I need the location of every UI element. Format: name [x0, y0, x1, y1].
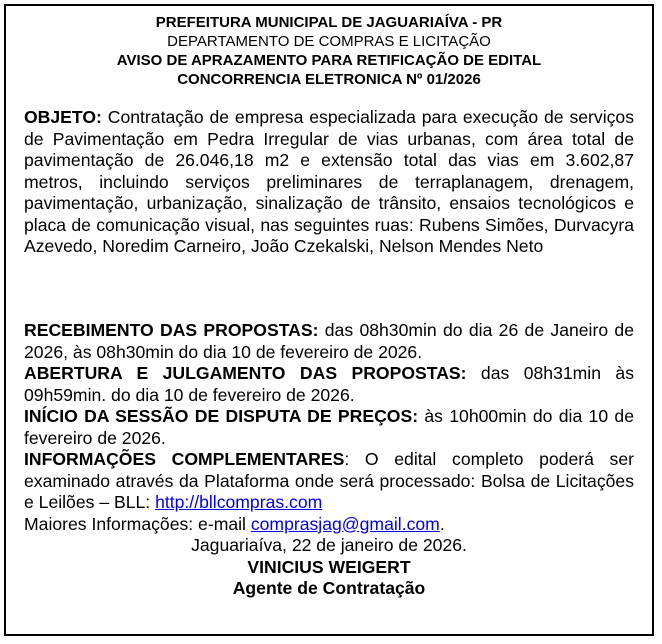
- informacoes-paragraph: [24, 449, 634, 514]
- abertura-text: das 08h31min às 09h59min. do dia 10 de fevereiro de 2026.: [24, 363, 634, 405]
- abertura-label: ABERTURA E JULGAMENTO DAS PROPOSTAS:: [24, 363, 467, 383]
- contact-paragraph: [24, 514, 634, 536]
- schedule-section: [24, 320, 634, 600]
- recebimento-label: RECEBIMENTO DAS PROPOSTAS:: [24, 320, 319, 340]
- objeto-label: OBJETO:: [24, 107, 102, 127]
- notice-title: AVISO DE APRAZAMENTO PARA RETIFICAÇÃO DE EDITAL: [116, 52, 542, 69]
- bll-link[interactable]: http://bllcompras.com: [155, 492, 323, 512]
- abertura-paragraph: [24, 363, 634, 406]
- objeto-paragraph: [24, 107, 634, 258]
- signatory-role: Agente de Contratação: [232, 578, 426, 598]
- recebimento-text: das 08h30min do dia 26 de Janeiro de 2026, às 08h30min do dia 10 de fevereiro de 2026.: [24, 320, 634, 362]
- tender-number: CONCORRENCIA ELETRONICA Nº 01/2026: [177, 71, 481, 88]
- place-date: Jaguariaíva, 22 de janeiro de 2026.: [191, 535, 467, 555]
- email-link[interactable]: comprasjag@gmail.com: [250, 513, 440, 534]
- informacoes-text: : O edital completo poderá ser examinado através da Plataforma onde será processado: Bolsa de Licitações e Leilões – BLL:: [24, 449, 634, 512]
- municipality-title: PREFEITURA MUNICIPAL DE JAGUARIAÍVA - PR: [155, 14, 503, 31]
- inicio-text: às 10h00min do dia 10 de fevereiro de 2026.: [24, 406, 635, 448]
- inicio-label: INÍCIO DA SESSÃO DE DISPUTA DE PREÇOS:: [24, 406, 419, 426]
- department-title: DEPARTAMENTO DE COMPRAS E LICITAÇÃO: [167, 33, 491, 50]
- signatory-name: VINICIUS WEIGERT: [247, 556, 411, 577]
- objeto-text: Contratação de empresa especializada para execução de serviços de Pavimentação em Pedra Irregular de vias urbanas, com área total de pavimentação de 26.046,18 m2 e extensão total das vias em 3.602,87 metros, incluindo serviços preliminares de terraplanagem, drenagem, pavimentação, urbanização, sinalização de trânsito, ensaios tecnológicos e placa de comunicação visual, nas seguintes ruas: Rubens Simões, Durvacyra Azevedo, Noredim Carneiro, João Czekalski, Nelson Mendes Neto: [24, 107, 634, 256]
- inicio-paragraph: [24, 406, 634, 449]
- informacoes-label: INFORMAÇÕES COMPLEMENTARES: [24, 449, 345, 469]
- notice-header: [6, 13, 652, 89]
- notice-box: [4, 4, 654, 636]
- contact-text: Maiores Informações: e-mail: [24, 513, 251, 534]
- contact-suffix: .: [439, 513, 445, 534]
- recebimento-paragraph: [24, 320, 634, 363]
